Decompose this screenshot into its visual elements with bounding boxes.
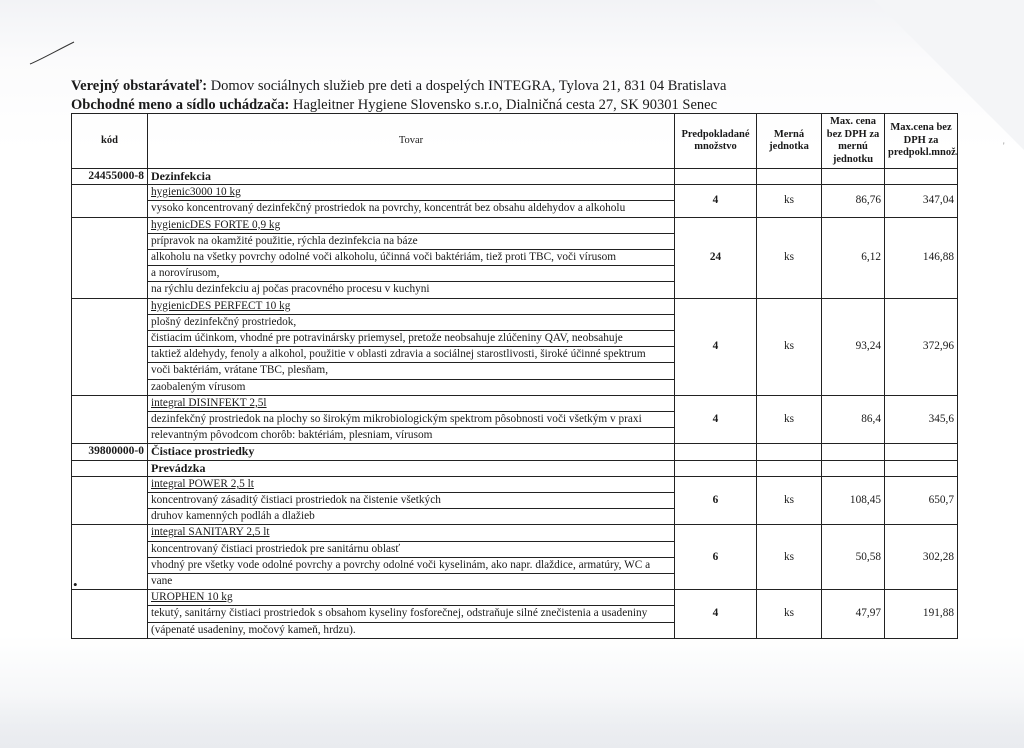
product-name: hygienic3000 10 kg [151, 186, 241, 199]
col-header-product: Tovar [148, 114, 675, 169]
table-row [72, 298, 958, 395]
quantity-cell: 4 [675, 298, 757, 395]
empty-cell [72, 460, 148, 476]
col-header-total: Max.cena bez DPH za predpokl.množ. [885, 114, 958, 169]
unit-price-cell: 86,4 [822, 395, 885, 444]
product-description-line: (vápenaté usadeniny, močový kameň, hrdzu). [148, 622, 674, 638]
buyer-value: Domov sociálnych služieb pre deti a dospelých INTEGRA, Tylova 21, 831 04 Bratislava [207, 78, 727, 94]
empty-cell [822, 460, 885, 476]
section-code: 24455000-8 [72, 169, 148, 185]
product-description [148, 476, 675, 525]
product-description [148, 185, 675, 217]
product-name: integral SANITARY 2,5 lt [151, 526, 270, 539]
unit-cell: ks [757, 298, 822, 395]
total-price-cell: 302,28 [885, 525, 958, 590]
code-cell-empty [72, 590, 148, 639]
col-header-max-price: Max. cena bez DPH za mernú jednotku [822, 114, 885, 169]
product-description [148, 395, 675, 444]
unit-cell: ks [757, 185, 822, 217]
margin-bullet-mark: • [73, 577, 78, 592]
price-table [71, 113, 958, 639]
code-cell-empty [72, 525, 148, 590]
subsection-name: Prevádzka [148, 460, 675, 476]
empty-cell [885, 444, 958, 460]
pen-stroke-mark [28, 38, 78, 68]
product-description-line: vysoko koncentrovaný dezinfekčný prostriedok na povrchy, koncentrát bez obsahu aldehydov a alkoholu [148, 200, 674, 216]
col-header-code: kód [72, 114, 148, 169]
unit-cell: ks [757, 217, 822, 298]
buyer-label: Verejný obstarávateľ: [71, 78, 208, 94]
product-description-line: na rýchlu dezinfekciu aj počas pracovného procesu v kuchyni [148, 281, 674, 297]
code-cell-empty [72, 298, 148, 395]
unit-cell: ks [757, 590, 822, 639]
product-description-line: dezinfekčný prostriedok na plochy so širokým mikrobiologickým spektrom pôsobnosti voči všetkým v praxi [148, 411, 674, 427]
total-price-cell: 191,88 [885, 590, 958, 639]
product-description-line: koncentrovaný čistiaci prostriedok pre sanitárnu oblasť [148, 541, 674, 557]
product-description-line: voči baktériám, vrátane TBC, plesňam, [148, 362, 674, 378]
product-name: integral DISINFEKT 2,5l [151, 396, 267, 409]
total-price-cell: 650,7 [885, 476, 958, 525]
product-description-line: zaobaleným vírusom [148, 379, 674, 395]
product-name: UROPHEN 10 kg [151, 591, 233, 604]
product-description [148, 590, 675, 639]
unit-price-cell: 86,76 [822, 185, 885, 217]
table-row [72, 395, 958, 444]
code-cell-empty [72, 217, 148, 298]
unit-price-cell: 50,58 [822, 525, 885, 590]
product-description-line: čistiacim účinkom, vhodné pre potravinársky priemysel, pretože neobsahuje zlúčeniny QAV, neobsahuje [148, 330, 674, 346]
buyer-line [71, 77, 726, 96]
unit-cell: ks [757, 395, 822, 444]
code-cell-empty [72, 185, 148, 217]
product-description [148, 298, 675, 395]
total-price-cell: 345,6 [885, 395, 958, 444]
section-row [72, 444, 958, 460]
supplier-value: Hagleitner Hygiene Slovensko s.r.o, Dialničná cesta 27, SK 90301 Senec [289, 97, 718, 113]
quantity-cell: 4 [675, 590, 757, 639]
unit-price-cell: 6,12 [822, 217, 885, 298]
total-price-cell: 347,04 [885, 185, 958, 217]
empty-cell [757, 460, 822, 476]
quantity-cell: 24 [675, 217, 757, 298]
document-header [71, 77, 726, 115]
empty-cell [675, 460, 757, 476]
col-header-unit: Merná jednotka [757, 114, 822, 169]
quantity-cell: 4 [675, 185, 757, 217]
product-description [148, 217, 675, 298]
code-cell-empty [72, 476, 148, 525]
subsection-row [72, 460, 958, 476]
product-name: integral POWER 2,5 lt [151, 477, 254, 490]
table-row [72, 590, 958, 639]
unit-price-cell: 93,24 [822, 298, 885, 395]
quantity-cell: 6 [675, 525, 757, 590]
total-price-cell: 372,96 [885, 298, 958, 395]
table-row [72, 525, 958, 590]
product-name: hygienicDES FORTE 0,9 kg [151, 218, 281, 231]
section-name: Čistiace prostriedky [148, 444, 675, 460]
product-description-line: relevantným pôvodcom chorôb: baktériám, plesniam, vírusom [148, 427, 674, 443]
unit-cell: ks [757, 525, 822, 590]
supplier-label: Obchodné meno a sídlo uchádzača: [71, 97, 290, 113]
table-header-row [72, 114, 958, 169]
empty-cell [885, 460, 958, 476]
section-name: Dezinfekcia [148, 169, 675, 185]
section-code: 39800000-0 [72, 444, 148, 460]
empty-cell [675, 444, 757, 460]
quantity-cell: 4 [675, 395, 757, 444]
product-description-line: a norovírusom, [148, 265, 674, 281]
margin-tick-mark: ' [1003, 141, 1005, 151]
table-row [72, 476, 958, 525]
quantity-cell: 6 [675, 476, 757, 525]
total-price-cell: 146,88 [885, 217, 958, 298]
product-description-line: plošný dezinfekčný prostriedok, [148, 314, 674, 330]
product-description-line: prípravok na okamžité použitie, rýchla dezinfekcia na báze [148, 233, 674, 249]
scan-bottom-shadow [0, 696, 1024, 748]
unit-price-cell: 47,97 [822, 590, 885, 639]
product-description-line: vane [148, 573, 674, 589]
unit-price-cell: 108,45 [822, 476, 885, 525]
code-cell-empty [72, 395, 148, 444]
product-description [148, 525, 675, 590]
product-description-line: koncentrovaný zásaditý čistiaci prostriedok na čistenie všetkých [148, 492, 674, 508]
col-header-quantity: Predpokladané množstvo [675, 114, 757, 169]
product-name: hygienicDES PERFECT 10 kg [151, 299, 291, 312]
product-description-line: vhodný pre všetky vode odolné povrchy a povrchy odolné voči kyselinám, ako napr. dlaždice, armatúry, WC a [148, 557, 674, 573]
table-row [72, 185, 958, 217]
product-description-line: druhov kamenných podláh a dlažieb [148, 508, 674, 524]
unit-cell: ks [757, 476, 822, 525]
empty-cell [757, 444, 822, 460]
product-description-line: tekutý, sanitárny čistiaci prostriedok s obsahom kyseliny fosforečnej, odstraňuje silné znečistenia a usadeniny [148, 605, 674, 621]
empty-cell [822, 444, 885, 460]
table-row [72, 217, 958, 298]
product-description-line: alkoholu na všetky povrchy odolné voči alkoholu, účinná voči baktériám, tiež proti TBC, voči vírusom [148, 249, 674, 265]
product-description-line: taktiež aldehydy, fenoly a alkohol, použitie v oblasti zdravia a sociálnej starostlivosti, široké účinné spektrum [148, 346, 674, 362]
section-row [72, 169, 958, 185]
